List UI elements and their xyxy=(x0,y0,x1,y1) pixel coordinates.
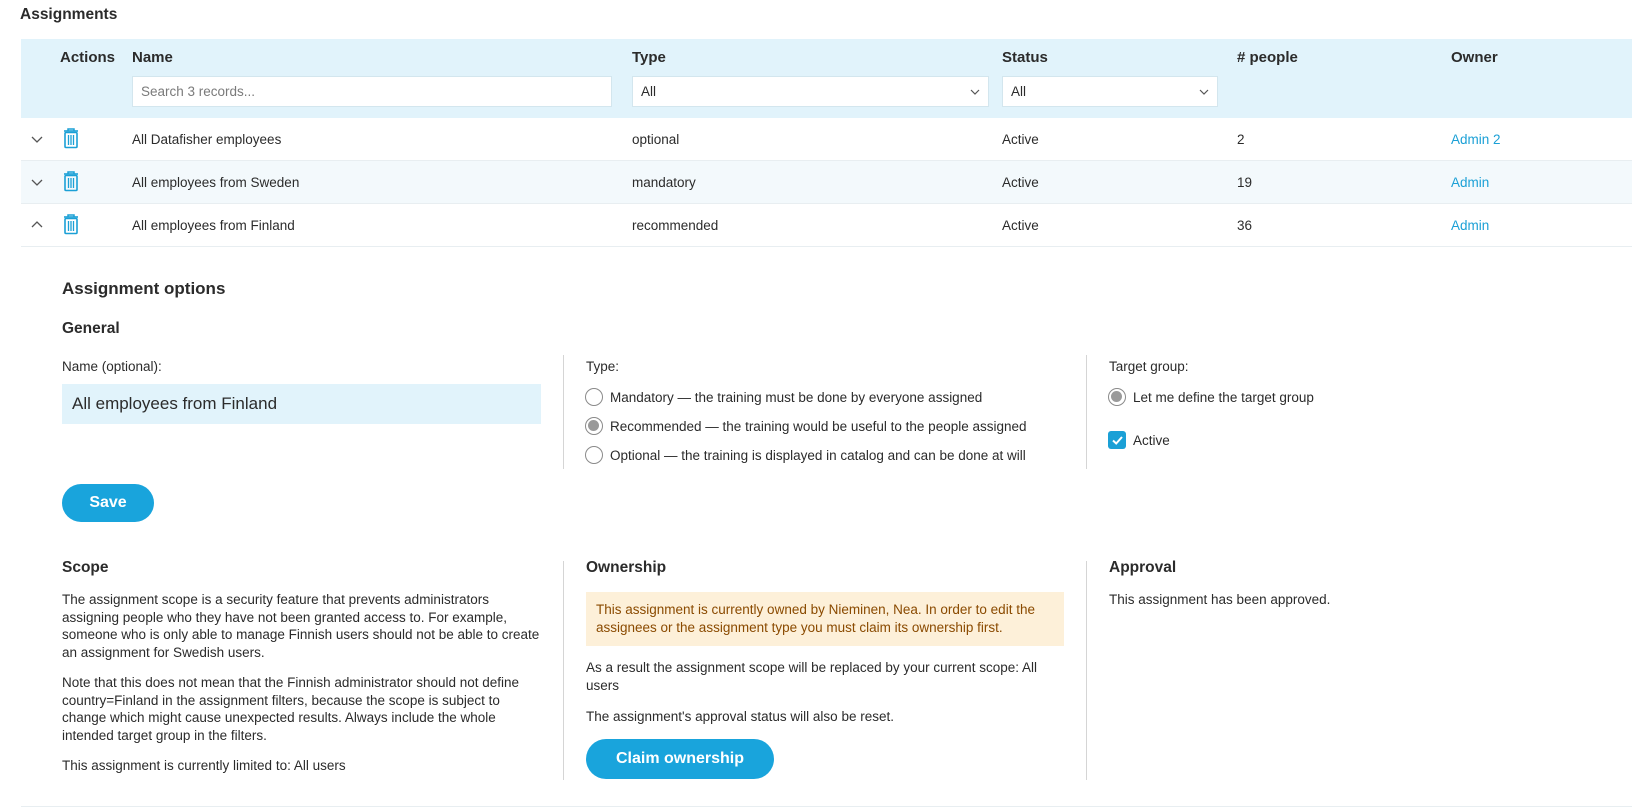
type-radio-optional[interactable] xyxy=(585,446,1026,464)
assignments-grid xyxy=(21,39,1632,247)
status-filter-select[interactable] xyxy=(1002,76,1218,107)
table-row[interactable] xyxy=(21,161,1632,204)
radio-button[interactable] xyxy=(585,417,603,435)
radio-label: Let me define the target group xyxy=(1133,389,1314,405)
target-group-radio[interactable] xyxy=(1108,388,1314,406)
column-header-people[interactable]: # people xyxy=(1237,49,1298,66)
radio-label: Optional — the training is displayed in catalog and can be done at will xyxy=(610,447,1026,463)
column-divider xyxy=(563,355,564,469)
page-title: Assignments xyxy=(20,6,118,23)
scope-limit-text: This assignment is currently limited to: All users xyxy=(62,758,346,773)
claim-ownership-button[interactable]: Claim ownership xyxy=(586,739,774,779)
radio-button[interactable] xyxy=(585,388,603,406)
column-header-name[interactable]: Name xyxy=(132,49,173,66)
row-people: 36 xyxy=(1237,218,1253,233)
ownership-heading: Ownership xyxy=(586,559,667,576)
name-search-input[interactable] xyxy=(132,76,612,107)
grid-header xyxy=(21,39,1632,118)
chevron-down-icon[interactable] xyxy=(30,175,44,189)
column-header-actions: Actions xyxy=(60,49,116,66)
radio-button[interactable] xyxy=(585,446,603,464)
chevron-up-icon[interactable] xyxy=(30,218,44,232)
row-type: mandatory xyxy=(632,175,696,190)
row-status: Active xyxy=(1002,175,1039,190)
scope-heading: Scope xyxy=(62,559,109,576)
row-name: All Datafisher employees xyxy=(132,132,282,147)
row-people: 2 xyxy=(1237,132,1245,147)
checkmark-icon xyxy=(1111,434,1124,447)
type-field-label: Type: xyxy=(586,359,620,374)
trash-icon[interactable] xyxy=(62,127,80,149)
approval-heading: Approval xyxy=(1109,559,1177,576)
save-button[interactable]: Save xyxy=(62,484,154,522)
row-status: Active xyxy=(1002,132,1039,147)
type-filter-value: All xyxy=(641,84,657,99)
target-group-label: Target group: xyxy=(1109,359,1189,374)
ownership-note: The assignment's approval status will also be reset. xyxy=(586,709,894,724)
row-owner-link[interactable]: Admin 2 xyxy=(1451,132,1501,147)
ownership-note: As a result the assignment scope will be replaced by your current scope: All users xyxy=(586,660,1037,693)
section-divider xyxy=(21,806,1632,807)
row-owner-link[interactable]: Admin xyxy=(1451,175,1490,190)
scope-paragraph: The assignment scope is a security feature that prevents administrators assigning people who they have not been granted access to. For example, someone who is only able to manage Finnish users should not be able to create an assignment for Swedish users. xyxy=(62,592,540,660)
row-people: 19 xyxy=(1237,175,1253,190)
column-header-status[interactable]: Status xyxy=(1002,49,1048,66)
name-field-label: Name (optional): xyxy=(62,359,162,374)
approval-status-text: This assignment has been approved. xyxy=(1109,592,1331,607)
column-header-type[interactable]: Type xyxy=(632,49,666,66)
trash-icon[interactable] xyxy=(62,170,80,192)
row-type: recommended xyxy=(632,218,719,233)
trash-icon[interactable] xyxy=(62,213,80,235)
general-heading: General xyxy=(62,320,120,337)
column-divider xyxy=(1086,355,1087,469)
table-row[interactable] xyxy=(21,204,1632,247)
table-row[interactable] xyxy=(21,118,1632,161)
column-divider xyxy=(1086,561,1087,780)
active-checkbox-row[interactable] xyxy=(1108,431,1170,449)
assignment-options-title: Assignment options xyxy=(62,279,226,298)
row-type: optional xyxy=(632,132,680,147)
radio-label: Recommended — the training would be useful to the people assigned xyxy=(610,418,1027,434)
ownership-warning: This assignment is currently owned by Nieminen, Nea. In order to edit the assignees or the assignment type you must claim its ownership first. xyxy=(586,592,1064,646)
row-name: All employees from Finland xyxy=(132,218,295,233)
chevron-down-icon[interactable] xyxy=(30,132,44,146)
scope-paragraph: Note that this does not mean that the Finnish administrator should not define country=Finland in the assignment filters, because the scope is subject to change which might cause unexpected results. Always include the whole intended target group in the filters. xyxy=(62,675,520,743)
row-owner-link[interactable]: Admin xyxy=(1451,218,1490,233)
type-filter-select[interactable] xyxy=(632,76,989,107)
row-status: Active xyxy=(1002,218,1039,233)
type-radio-recommended[interactable] xyxy=(585,417,1027,435)
column-divider xyxy=(563,561,564,780)
status-filter-value: All xyxy=(1011,84,1027,99)
type-radio-mandatory[interactable] xyxy=(585,388,982,406)
column-header-owner[interactable]: Owner xyxy=(1451,49,1498,66)
active-checkbox-label: Active xyxy=(1133,432,1170,448)
chevron-down-icon xyxy=(970,87,980,97)
assignment-name-field[interactable] xyxy=(62,384,541,424)
active-checkbox[interactable] xyxy=(1108,431,1126,449)
chevron-down-icon xyxy=(1199,87,1209,97)
radio-label: Mandatory — the training must be done by everyone assigned xyxy=(610,389,983,405)
radio-button[interactable] xyxy=(1108,388,1126,406)
row-name: All employees from Sweden xyxy=(132,175,300,190)
